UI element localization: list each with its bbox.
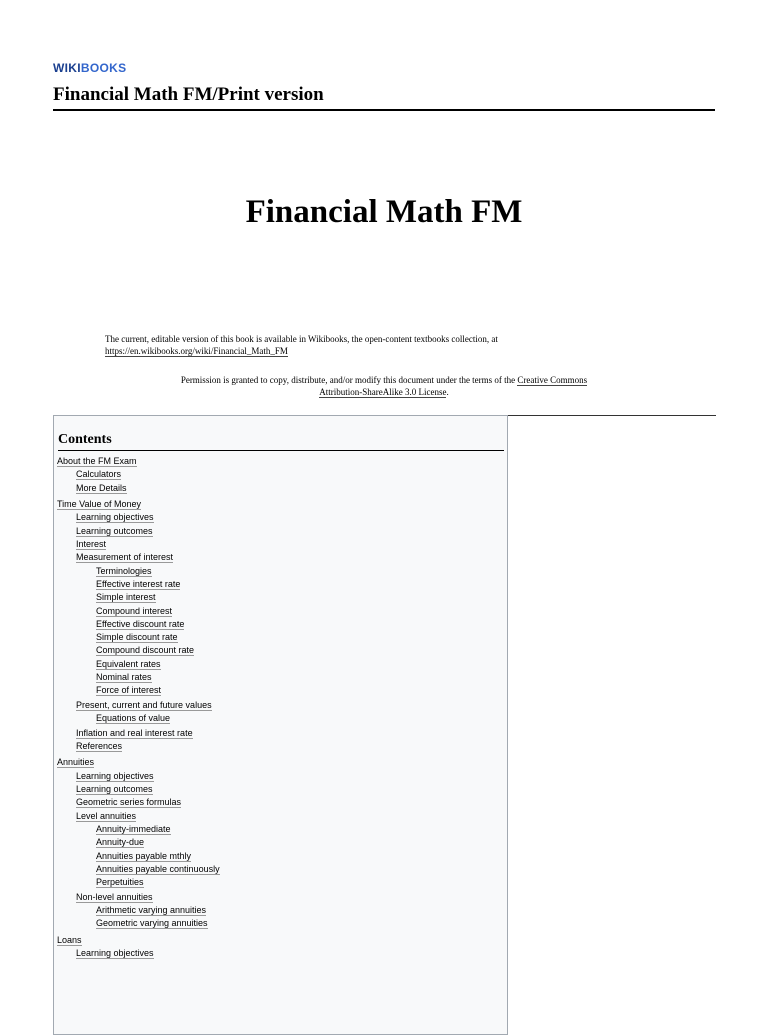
toc-item[interactable] (96, 877, 144, 888)
toc-item[interactable] (76, 469, 121, 480)
toc-item-label: Measurement of interest (76, 552, 174, 563)
toc-item[interactable] (76, 948, 154, 959)
toc-item-label: Level annuities (76, 810, 137, 821)
toc-item-label: Compound discount rate (96, 645, 195, 656)
toc-item-label: Time Value of Money (57, 499, 142, 510)
license-notice (130, 374, 638, 398)
toc-item[interactable] (76, 728, 193, 739)
notice-text: The current, editable version of this book is available in Wikibooks, the open-content textbooks collection, at (105, 334, 498, 344)
toc-item-label: Geometric series formulas (76, 797, 182, 808)
toc-item-label: Annuity-due (96, 837, 145, 848)
wikibooks-logo[interactable] (53, 61, 126, 75)
toc-item[interactable] (96, 672, 152, 683)
toc-item[interactable] (96, 905, 206, 916)
toc-item-label: Annuity-immediate (96, 823, 171, 834)
toc-item-label: Equations of value (96, 713, 171, 724)
toc-item[interactable] (96, 632, 178, 643)
book-url-link[interactable]: https://en.wikibooks.org/wiki/Financial_Math_FM (105, 346, 288, 356)
toc-item-label: Perpetuities (96, 877, 144, 888)
license-period: . (446, 387, 449, 397)
toc-item-label: More Details (76, 482, 127, 493)
toc-item[interactable] (96, 659, 161, 670)
permission-text: Permission is granted to copy, distribute, and/or modify this document under the terms of the (180, 375, 516, 385)
toc-item-label: Nominal rates (96, 672, 152, 682)
toc-item-label: Learning objectives (76, 512, 154, 523)
table-of-contents (53, 415, 508, 1035)
toc-item[interactable] (96, 918, 208, 929)
toc-item[interactable] (96, 592, 156, 603)
toc-item-label: Simple discount rate (96, 632, 178, 643)
toc-item-label: Loans (57, 934, 82, 945)
toc-item-label: Learning objectives (76, 770, 154, 781)
license-link-part1[interactable]: Creative Commons (517, 375, 588, 385)
toc-item-label: Present, current and future values (76, 699, 212, 710)
toc-item-label: Equivalent rates (96, 658, 161, 669)
logo-text-books: BOOKS (80, 61, 127, 75)
book-title: Financial Math FM (245, 194, 523, 230)
toc-item-label: Non-level annuities (76, 891, 153, 902)
toc-item-label: Terminologies (96, 565, 152, 576)
toc-item[interactable] (76, 483, 127, 494)
toc-item-label: Calculators (76, 469, 122, 480)
toc-item[interactable] (96, 685, 161, 696)
toc-item[interactable] (76, 797, 181, 808)
toc-item[interactable] (76, 784, 153, 795)
toc-divider (508, 415, 716, 416)
toc-item-label: Learning outcomes (76, 525, 153, 536)
toc-item[interactable] (96, 579, 180, 590)
toc-item[interactable] (57, 757, 94, 768)
toc-item-label: References (76, 740, 123, 751)
toc-item-label: Force of interest (96, 685, 162, 696)
toc-item-label: Annuities payable mthly (96, 850, 192, 861)
toc-item[interactable] (96, 824, 171, 835)
toc-item-label: Annuities payable continuously (96, 863, 220, 874)
toc-item[interactable] (76, 811, 136, 822)
toc-item[interactable] (76, 771, 154, 782)
toc-item[interactable] (76, 512, 154, 523)
toc-item[interactable] (57, 935, 82, 946)
toc-item[interactable] (96, 713, 170, 724)
toc-item[interactable] (96, 851, 191, 862)
toc-item-label: Inflation and real interest rate (76, 727, 193, 738)
toc-item[interactable] (96, 837, 144, 848)
toc-item-label: Compound interest (96, 605, 173, 616)
toc-item[interactable] (96, 566, 152, 577)
toc-item-label: Effective interest rate (96, 578, 181, 589)
toc-item-label: Arithmetic varying annuities (96, 904, 207, 915)
toc-item-label: Learning outcomes (76, 784, 153, 794)
toc-item[interactable] (76, 892, 153, 903)
toc-heading: Contents (58, 432, 504, 451)
toc-item-label: About the FM Exam (57, 456, 137, 466)
license-link-part2[interactable]: Attribution-ShareAlike 3.0 License (319, 387, 447, 397)
toc-item[interactable] (96, 606, 172, 617)
toc-item[interactable] (96, 864, 220, 875)
toc-item[interactable] (96, 619, 184, 630)
toc-item-label: Learning objectives (76, 948, 154, 958)
toc-item[interactable] (57, 499, 141, 510)
toc-item-label: Geometric varying annuities (96, 918, 208, 929)
toc-item[interactable] (76, 741, 122, 752)
toc-item-label: Simple interest (96, 592, 156, 603)
toc-item-label: Annuities (57, 757, 95, 768)
page-title: Financial Math FM/Print version (53, 84, 715, 111)
toc-item[interactable] (96, 645, 194, 656)
toc-item[interactable] (76, 552, 173, 563)
toc-item[interactable] (76, 526, 153, 537)
logo-text-wiki: WIKI (53, 61, 81, 75)
toc-item-label: Interest (76, 539, 107, 549)
toc-item-label: Effective discount rate (96, 618, 185, 629)
toc-item[interactable] (76, 700, 212, 711)
availability-notice (105, 333, 625, 357)
toc-item[interactable] (57, 456, 137, 467)
toc-item[interactable] (76, 539, 106, 550)
